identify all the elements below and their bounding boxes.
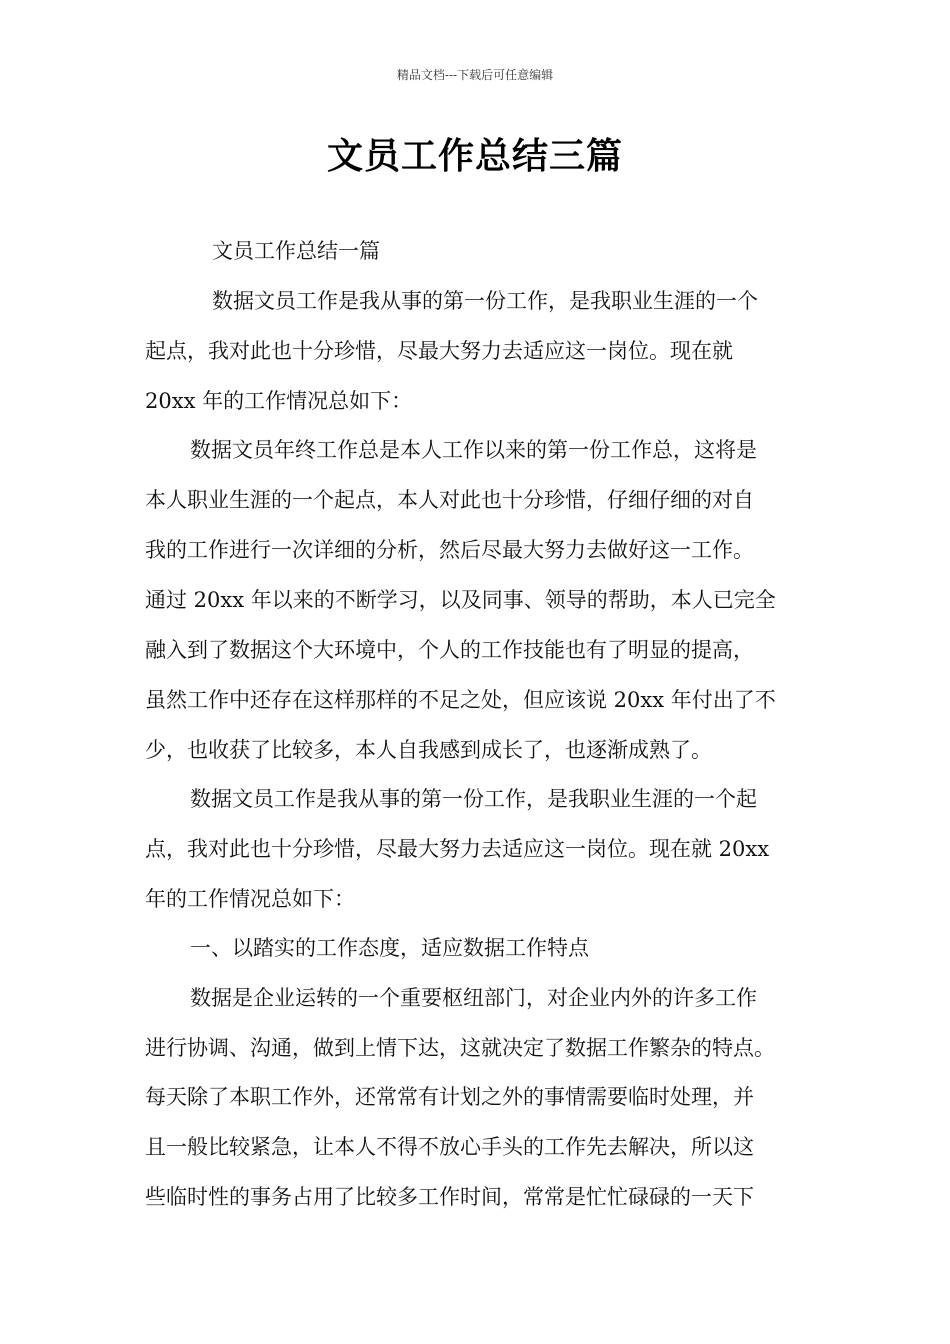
document-title: 文员工作总结三篇	[326, 135, 623, 177]
paragraph-line: 20xx 年的工作情况总如下：	[145, 389, 413, 413]
paragraph-line: 数据文员工作是我从事的第一份工作，是我职业生涯的一个	[212, 289, 758, 313]
paragraph-line: 进行协调、沟通，做到上情下达，这就决定了数据工作繁杂的特点。	[145, 1036, 775, 1060]
paragraph-line: 点，我对此也十分珍惜，尽最大努力去适应这一岗位。现在就 20xx	[145, 837, 770, 861]
paragraph-line: 我的工作进行一次详细的分析，然后尽最大努力去做好这一工作。	[145, 538, 754, 562]
paragraph-line: 少，也收获了比较多，本人自我感到成长了，也逐渐成熟了。	[145, 738, 712, 762]
paragraph-line: 本人职业生涯的一个起点，本人对此也十分珍惜，仔细仔细的对自	[145, 488, 754, 512]
paragraph-line: 通过 20xx 年以来的不断学习，以及同事、领导的帮助，本人已完全	[145, 588, 776, 612]
paragraph-line: 数据文员年终工作总是本人工作以来的第一份工作总，这将是	[190, 438, 757, 462]
paragraph-line: 些临时性的事务占用了比较多工作时间，常常是忙忙碌碌的一天下	[145, 1185, 754, 1209]
paragraph-line: 融入到了数据这个大环境中，个人的工作技能也有了明显的提高，	[145, 638, 754, 662]
section-subheading: 一、以踏实的工作态度，适应数据工作特点	[190, 936, 589, 960]
paragraph-line: 每天除了本职工作外，还常常有计划之外的事情需要临时处理，并	[145, 1085, 754, 1109]
paragraph-line: 数据是企业运转的一个重要枢纽部门，对企业内外的许多工作	[190, 986, 757, 1010]
section-heading: 文员工作总结一篇	[212, 239, 380, 263]
header-note: 精品文档---下载后可任意编辑	[396, 68, 554, 82]
paragraph-line: 且一般比较紧急，让本人不得不放心手头的工作先去解决，所以这	[145, 1135, 754, 1159]
paragraph-line: 数据文员工作是我从事的第一份工作，是我职业生涯的一个起	[190, 787, 757, 811]
paragraph-line: 虽然工作中还存在这样那样的不足之处，但应该说 20xx 年付出了不	[145, 688, 776, 712]
paragraph-line: 年的工作情况总如下：	[145, 887, 355, 911]
paragraph-line: 起点，我对此也十分珍惜，尽最大努力去适应这一岗位。现在就	[145, 339, 733, 363]
